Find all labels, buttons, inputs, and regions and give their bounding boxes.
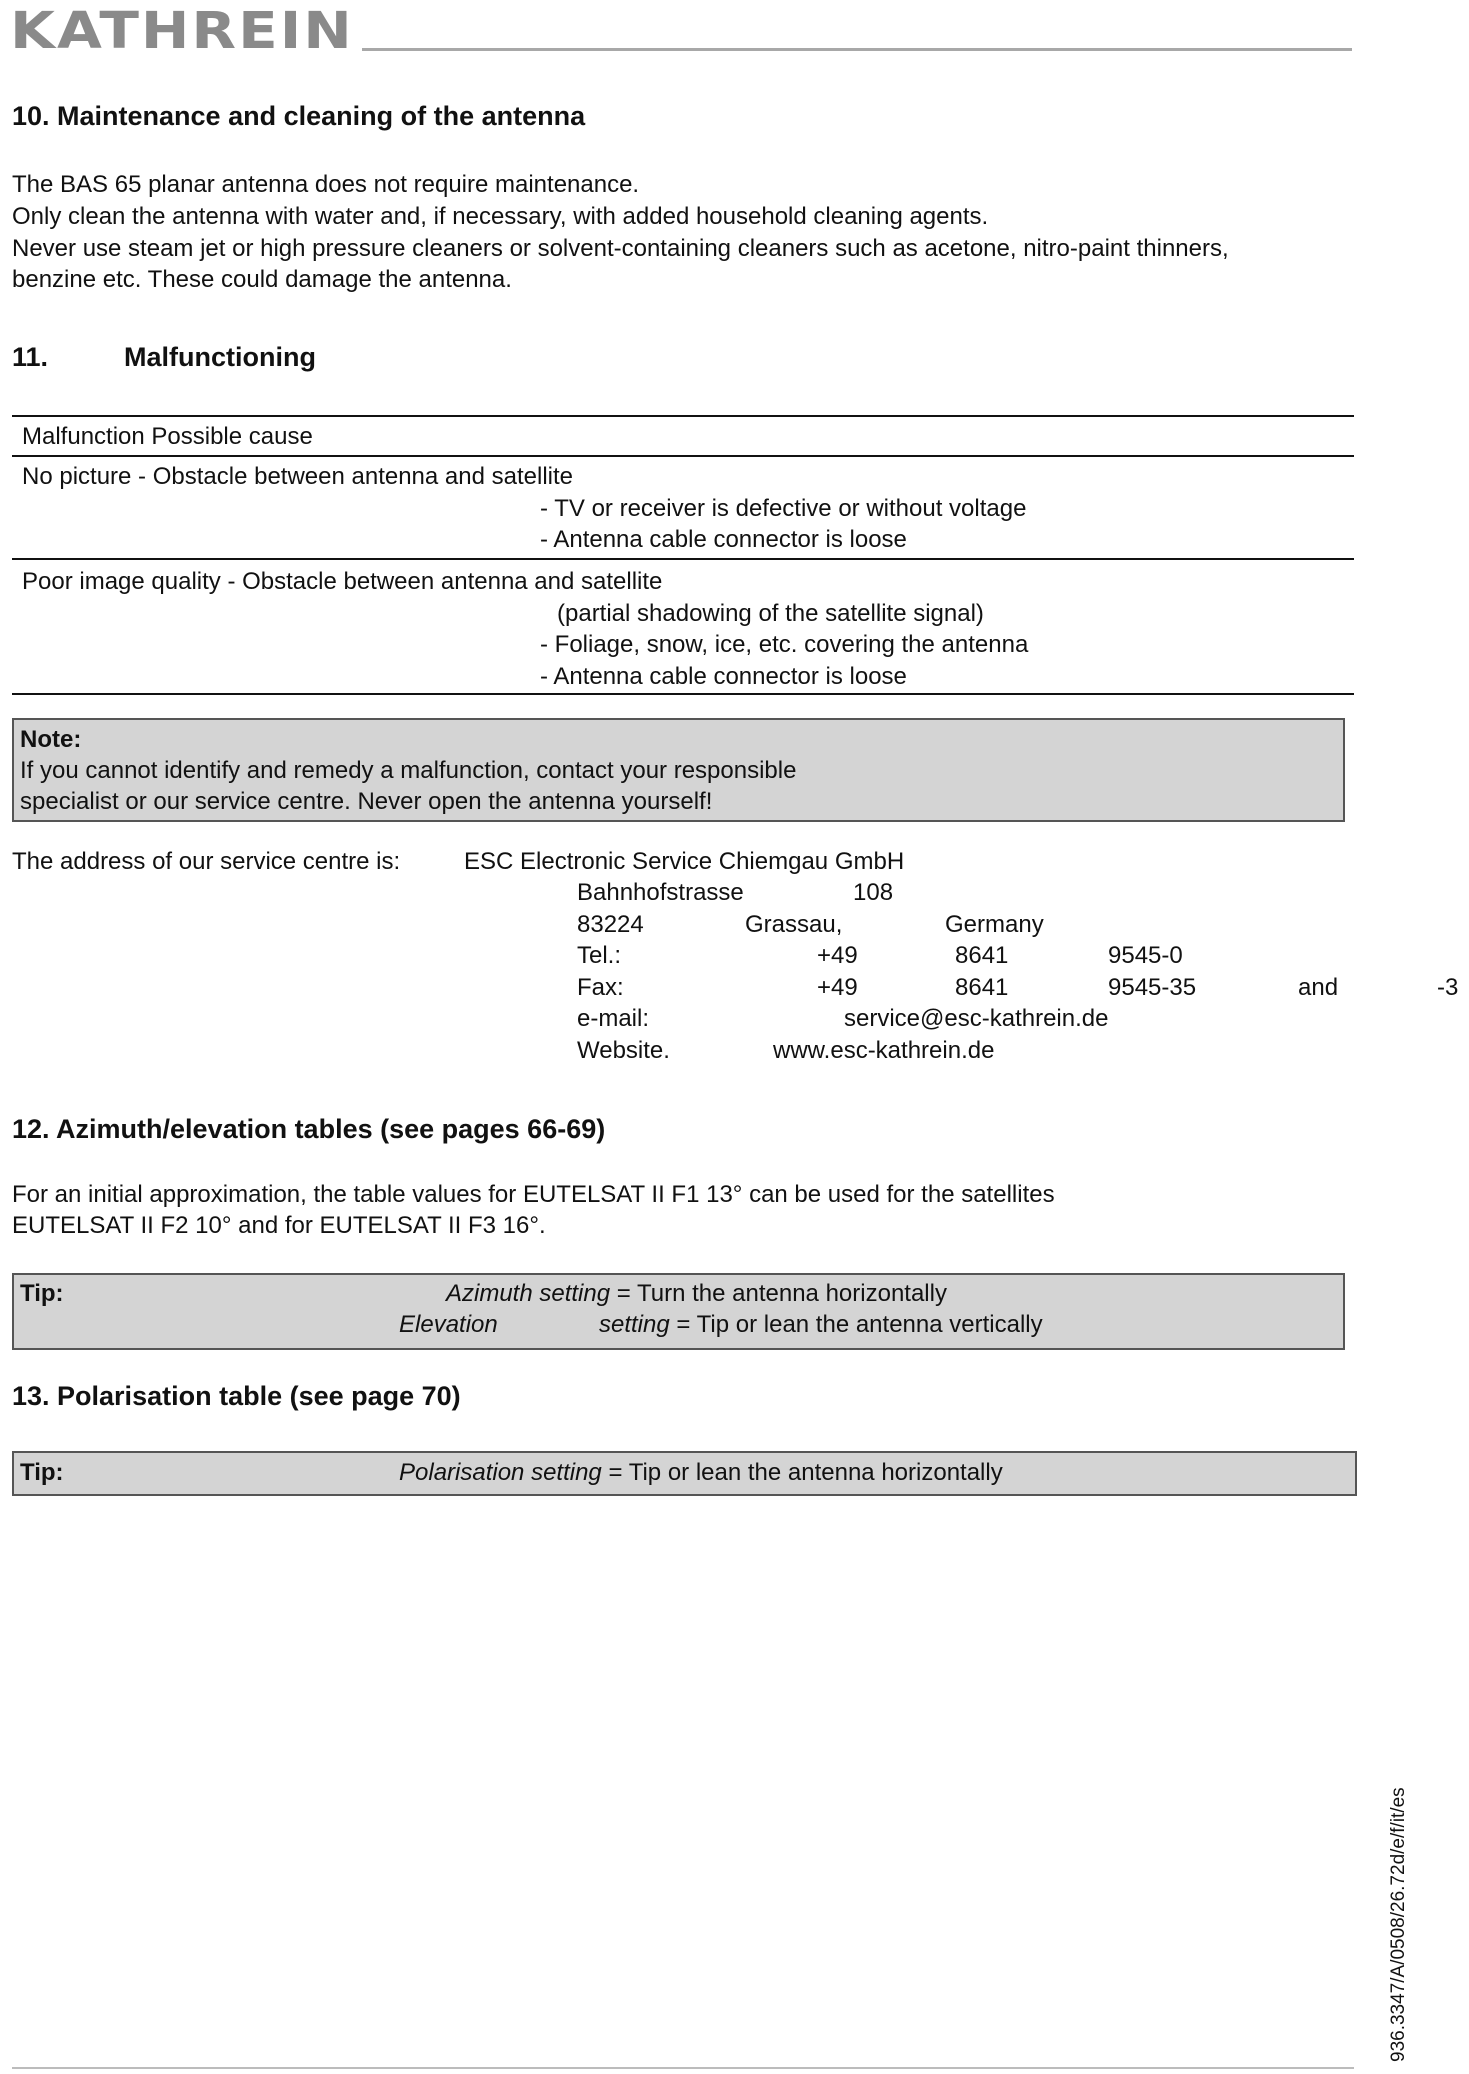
row-no-picture-cause-1: - TV or receiver is defective or without voltage <box>540 495 1027 522</box>
fax-country-code: +49 <box>817 974 858 1001</box>
address-city: Grassau, <box>745 911 843 938</box>
note-box <box>12 718 1345 822</box>
azimuth-tip-label: Tip: <box>20 1280 64 1307</box>
header-rule <box>362 48 1352 51</box>
azimuth-tip-box <box>12 1273 1345 1350</box>
polarisation-tip-line <box>399 1457 1003 1488</box>
polarisation-tip-label: Tip: <box>20 1459 64 1486</box>
row-poor-image: Poor image quality - Obstacle between antenna and satellite <box>22 568 663 595</box>
section-10-line-2: Only clean the antenna with water and, if necessary, with added household cleaning agents. <box>12 203 989 230</box>
section-10-line-1: The BAS 65 planar antenna does not require maintenance. <box>12 171 640 198</box>
section-12-heading: 12. Azimuth/elevation tables (see pages 66-69) <box>12 1114 606 1144</box>
tel-number: 9545-0 <box>1108 942 1183 969</box>
table-row-rule <box>12 558 1354 560</box>
table-header-rule <box>12 455 1354 457</box>
section-10-heading: 10. Maintenance and cleaning of the antenna <box>12 101 586 131</box>
kathrein-logo: KATHREIN <box>10 0 354 61</box>
address-street-number: 108 <box>853 879 894 906</box>
elevation-tip-line <box>599 1309 1043 1340</box>
fax-and: and <box>1298 974 1339 1001</box>
address-intro: The address of our service centre is: <box>12 848 401 875</box>
section-10-line-3: Never use steam jet or high pressure cleaners or solvent-containing cleaners such as acetone, nitro-paint thinners, <box>12 235 1229 262</box>
section-12-line-1: For an initial approximation, the table values for EUTELSAT II F1 13° can be used for the satellites <box>12 1181 1055 1208</box>
polarisation-setting-term: Polarisation setting <box>399 1459 602 1486</box>
website-url[interactable]: www.esc-kathrein.de <box>773 1037 995 1064</box>
section-10-line-4: benzine etc. These could damage the antenna. <box>12 266 512 293</box>
section-12-line-2: EUTELSAT II F2 10° and for EUTELSAT II F3 16°. <box>12 1212 546 1239</box>
section-13-heading: 13. Polarisation table (see page 70) <box>12 1381 461 1411</box>
azimuth-setting-desc: = Turn the antenna horizontally <box>610 1280 947 1307</box>
table-top-rule <box>12 415 1354 417</box>
email-address[interactable]: service@esc-kathrein.de <box>844 1005 1109 1032</box>
row-poor-image-cause-3: - Antenna cable connector is loose <box>540 663 907 690</box>
tel-area-code: 8641 <box>955 942 1009 969</box>
document-code: 936.3347/A/0508/26.72d/e/f/it/es <box>1388 1787 1409 2062</box>
address-country: Germany <box>945 911 1044 938</box>
address-street: Bahnhofstrasse <box>577 879 744 906</box>
section-11-number: 11. <box>12 342 49 372</box>
address-company: ESC Electronic Service Chiemgau GmbH <box>464 848 905 875</box>
row-no-picture: No picture - Obstacle between antenna and satellite <box>22 463 574 490</box>
address-zip: 83224 <box>577 911 644 938</box>
row-poor-image-cause-2: - Foliage, snow, ice, etc. covering the antenna <box>540 631 1029 658</box>
section-11-title: Malfunctioning <box>124 342 316 372</box>
elevation-setting-desc: = Tip or lean the antenna vertically <box>669 1311 1043 1338</box>
fax-area-code: 8641 <box>955 974 1009 1001</box>
malfunction-table-header: Malfunction Possible cause <box>22 423 313 450</box>
note-line-1: If you cannot identify and remedy a malfunction, contact your responsible <box>20 757 797 784</box>
azimuth-setting-term: Azimuth setting <box>446 1280 611 1307</box>
azimuth-tip-line <box>446 1278 947 1309</box>
note-line-2: specialist or our service centre. Never open the antenna yourself! <box>20 788 713 815</box>
polarisation-setting-desc: = Tip or lean the antenna horizontally <box>601 1459 1003 1486</box>
fax-label: Fax: <box>577 974 624 1001</box>
fax-number: 9545-35 <box>1108 974 1197 1001</box>
footer-rule <box>12 2067 1354 2069</box>
elevation-setting-term: setting <box>599 1311 670 1338</box>
elevation-term: Elevation <box>399 1311 498 1338</box>
website-label: Website. <box>577 1037 670 1064</box>
note-label: Note: <box>20 726 82 753</box>
tel-country-code: +49 <box>817 942 858 969</box>
table-bottom-rule <box>12 693 1354 695</box>
fax-extension: -3 <box>1437 974 1459 1001</box>
email-label: e-mail: <box>577 1005 650 1032</box>
row-no-picture-cause-2: - Antenna cable connector is loose <box>540 526 907 553</box>
tel-label: Tel.: <box>577 942 622 969</box>
row-poor-image-cause-1: (partial shadowing of the satellite signal) <box>557 600 984 627</box>
polarisation-tip-box <box>12 1451 1357 1496</box>
